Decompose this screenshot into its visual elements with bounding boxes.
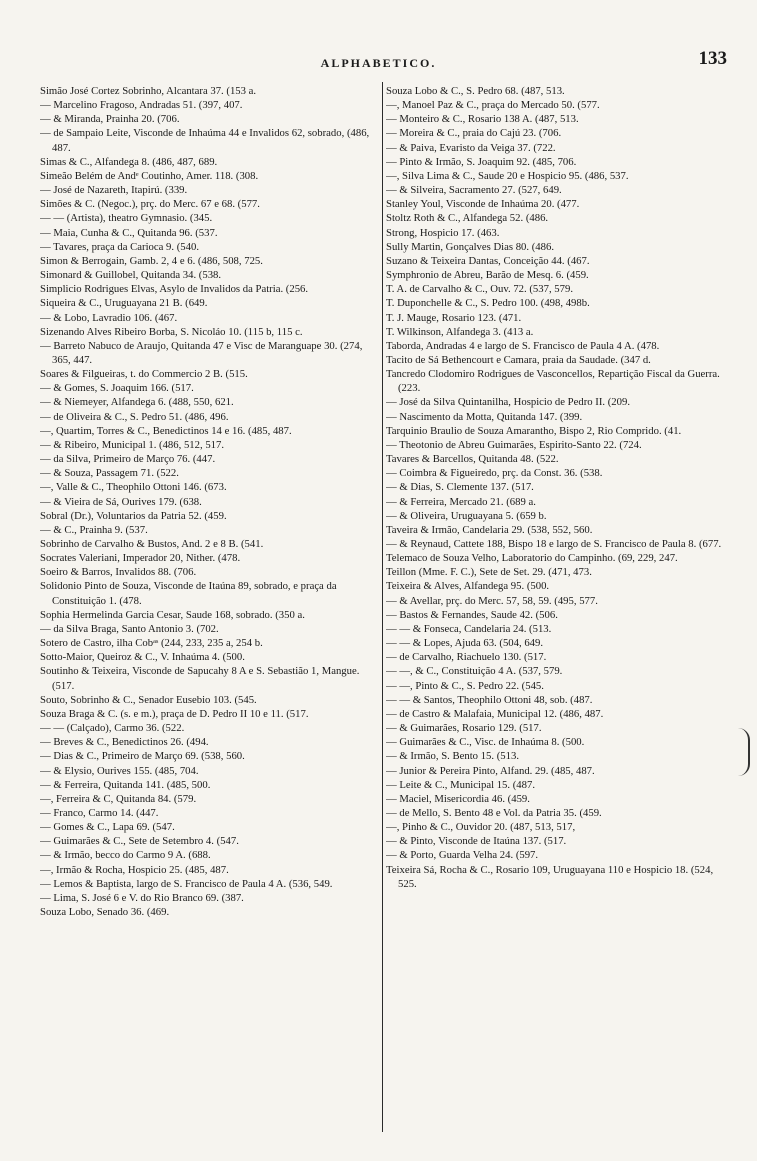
directory-entry: — Breves & C., Benedictinos 26. (494. <box>40 736 209 749</box>
directory-entry: Telemaco de Souza Velho, Laboratorio do Campinho. (69, 229, 247. <box>386 552 678 565</box>
directory-entry: — & Avellar, prç. do Merc. 57, 58, 59. (495, 577. <box>386 594 598 607</box>
directory-entry: — de Sampaio Leite, Visconde de Inhaúma 44 e Invalidos 62, sobrado, (486, 487. <box>40 127 370 154</box>
directory-entry: — Leite & C., Municipal 15. (487. <box>386 778 536 791</box>
directory-entry: Strong, Hospicio 17. (463. <box>386 226 500 239</box>
directory-entry: — & Ribeiro, Municipal 1. (486, 512, 517. <box>40 438 225 451</box>
directory-entry: — & Miranda, Prainha 20. (706. <box>40 113 180 126</box>
directory-entry: Souto, Sobrinho & C., Senador Eusebio 103. (545. <box>40 693 257 706</box>
directory-entry: —, Ferreira & C, Quitanda 84. (579. <box>40 792 197 805</box>
directory-entry: Simão José Cortez Sobrinho, Alcantara 37. (153 a. <box>40 85 257 97</box>
directory-entry: Tarquinio Braulio de Souza Amarantho, Bispo 2, Rio Comprido. (41. <box>386 424 682 437</box>
directory-entry: Simeão Belém de Andᵉ Coutinho, Amer. 118. (308. <box>40 169 259 182</box>
directory-entry: — & Pinto, Visconde de Itaúna 137. (517. <box>386 835 567 848</box>
directory-entry: — Maciel, Misericordia 46. (459. <box>386 792 530 805</box>
page-header <box>0 48 757 80</box>
directory-entry: — & Ferreira, Quitanda 141. (485, 500. <box>40 778 211 791</box>
directory-entry: Simões & C. (Negoc.), prç. do Merc. 67 e 68. (577. <box>40 198 260 211</box>
directory-entry: — Tavares, praça da Carioca 9. (540. <box>40 240 200 253</box>
page-number: 133 <box>698 48 727 69</box>
directory-entry: — Gomes & C., Lapa 69. (547. <box>40 821 175 834</box>
directory-entry: — & Elysio, Ourives 155. (485, 704. <box>40 764 199 777</box>
directory-entry: Souza Lobo & C., S. Pedro 68. (487, 513. <box>386 85 565 97</box>
directory-entry: — — & Santos, Theophilo Ottoni 48, sob. (487. <box>386 693 593 706</box>
directory-entry: — Franco, Carmo 14. (447. <box>40 806 159 819</box>
directory-entry: Soares & Filgueiras, t. do Commercio 2 B. (515. <box>40 368 248 381</box>
left-column <box>40 84 380 1150</box>
directory-entry: Simas & C., Alfandega 8. (486, 487, 689. <box>40 155 218 168</box>
directory-entry: — de Castro & Malafaia, Municipal 12. (486, 487. <box>386 707 604 720</box>
directory-entry: T. Wilkinson, Alfandega 3. (413 a. <box>386 325 534 338</box>
directory-entry: — — (Artista), theatro Gymnasio. (345. <box>40 212 213 225</box>
directory-entry: — da Silva Braga, Santo Antonio 3. (702. <box>40 622 219 635</box>
directory-entry: Simplicio Rodrigues Elvas, Asylo de Invalidos da Patria. (256. <box>40 283 309 296</box>
directory-entry: — de Carvalho, Riachuelo 130. (517. <box>386 651 547 664</box>
directory-entry: —, Valle & C., Theophilo Ottoni 146. (673. <box>40 481 227 494</box>
directory-entry: — & Oliveira, Uruguayana 5. (659 b. <box>386 509 547 522</box>
directory-entry: — Pinto & Irmão, S. Joaquim 92. (485, 706. <box>386 155 577 168</box>
directory-entry: Teixeira & Alves, Alfandega 95. (500. <box>386 580 550 593</box>
directory-entry: Sizenando Alves Ribeiro Borba, S. Nicoláo 10. (115 b, 115 c. <box>40 325 303 338</box>
directory-entry: Simonard & Guillobel, Quitanda 34. (538. <box>40 269 222 282</box>
directory-entry: — & Gomes, S. Joaquim 166. (517. <box>40 382 194 395</box>
directory-entry: — & Lobo, Lavradio 106. (467. <box>40 311 178 324</box>
directory-entry: — & Guimarães, Rosario 129. (517. <box>386 722 542 735</box>
directory-entry: — & Paiva, Evaristo da Veiga 37. (722. <box>386 141 556 154</box>
directory-entry: Taborda, Andradas 4 e largo de S. Francisco de Paula 4 A. (478. <box>386 339 660 352</box>
directory-entry: — & Irmão, becco do Carmo 9 A. (688. <box>40 849 211 862</box>
directory-entry: — & Irmão, S. Bento 15. (513. <box>386 750 519 763</box>
directory-entry: Sobral (Dr.), Voluntarios da Patria 52. (459. <box>40 509 227 522</box>
directory-entry: — & C., Prainha 9. (537. <box>40 523 148 536</box>
directory-entry: — Marcelino Fragoso, Andradas 51. (397, 407. <box>40 99 243 112</box>
directory-entry: — Junior & Pereira Pinto, Alfand. 29. (485, 487. <box>386 764 595 777</box>
directory-entry: — & Niemeyer, Alfandega 6. (488, 550, 621. <box>40 396 234 409</box>
directory-entry: — & Porto, Guarda Velha 24. (597. <box>386 849 539 862</box>
directory-entry: — & Dias, S. Clemente 137. (517. <box>386 481 534 494</box>
directory-entry: — —, Pinto & C., S. Pedro 22. (545. <box>386 679 544 692</box>
directory-entry: — Nascimento da Motta, Quitanda 147. (399. <box>386 410 583 423</box>
column-divider <box>382 82 383 1132</box>
directory-entry: — da Silva, Primeiro de Março 76. (447. <box>40 453 216 466</box>
directory-entry: Souza Lobo, Senado 36. (469. <box>40 906 170 919</box>
directory-entry: Soutinho & Teixeira, Visconde de Sapucahy 8 A e S. Sebastião 1, Mangue. (517. <box>40 665 360 692</box>
directory-entry: — Theotonio de Abreu Guimarães, Espirito-Santo 22. (724. <box>386 438 642 451</box>
directory-entry: — Dias & C., Primeiro de Março 69. (538, 560. <box>40 750 245 763</box>
directory-entry: Soeiro & Barros, Invalidos 88. (706. <box>40 566 197 579</box>
directory-entry: — —, & C., Constituição 4 A. (537, 579. <box>386 665 563 678</box>
directory-entry: — Monteiro & C., Rosario 138 A. (487, 513. <box>386 113 579 126</box>
directory-entry: — de Oliveira & C., S. Pedro 51. (486, 496. <box>40 410 229 423</box>
directory-entry: T. Duponchelle & C., S. Pedro 100. (498, 498b. <box>386 297 590 310</box>
directory-entry: Tavares & Barcellos, Quitanda 48. (522. <box>386 453 559 466</box>
directory-entry: — Maia, Cunha & C., Quitanda 96. (537. <box>40 226 218 239</box>
directory-entry: T. A. de Carvalho & C., Ouv. 72. (537, 579. <box>386 283 574 296</box>
right-column <box>386 84 731 1150</box>
directory-entry: — Guimarães & C., Sete de Setembro 4. (547. <box>40 835 239 848</box>
directory-entry: Teixeira Sá, Rocha & C., Rosario 109, Uruguayana 110 e Hospicio 18. (524, 525. <box>386 863 714 890</box>
directory-entry: Sotero de Castro, ilha Cobᵃˢ (244, 233, 235 a, 254 b. <box>40 637 263 650</box>
directory-entry: — José da Silva Quintanilha, Hospicio de Pedro II. (209. <box>386 396 630 409</box>
page-edge-mark <box>738 728 750 776</box>
directory-entry: Stoltz Roth & C., Alfandega 52. (486. <box>386 212 549 225</box>
directory-entry: — de Mello, S. Bento 48 e Vol. da Patria 35. (459. <box>386 806 602 819</box>
directory-entry: —, Pinho & C., Ouvidor 20. (487, 513, 517, <box>386 821 576 834</box>
directory-entry: Souza Braga & C. (s. e m.), praça de D. Pedro II 10 e 11. (517. <box>40 707 309 720</box>
directory-entry: Teillon (Mme. F. C.), Sete de Set. 29. (471, 473. <box>386 566 592 579</box>
directory-entry: — Lima, S. José 6 e V. do Rio Branco 69. (387. <box>40 891 244 904</box>
directory-entry: Sophia Hermelinda Garcia Cesar, Saude 168, sobrado. (350 a. <box>40 608 305 621</box>
directory-entry: — José de Nazareth, Itapirú. (339. <box>40 184 188 197</box>
directory-entry: Stanley Youl, Visconde de Inhaúma 20. (477. <box>386 198 580 211</box>
directory-entry: — Lemos & Baptista, largo de S. Francisco de Paula 4 A. (536, 549. <box>40 877 333 890</box>
directory-entry: Suzano & Teixeira Dantas, Conceição 44. (467. <box>386 254 590 267</box>
directory-entry: — & Reynaud, Cattete 188, Bispo 18 e largo de S. Francisco de Paula 8. (677. <box>386 538 722 550</box>
directory-entry: — — & Fonseca, Candelaria 24. (513. <box>386 622 552 635</box>
directory-entry: Sobrinho de Carvalho & Bustos, And. 2 e 8 B. (541. <box>40 538 264 550</box>
directory-entry: — Barreto Nabuco de Araujo, Quitanda 47 e Visc de Maranguape 30. (274, 365, 447. <box>40 339 363 366</box>
directory-entry: Simon & Berrogain, Gamb. 2, 4 e 6. (486, 508, 725. <box>40 254 263 267</box>
directory-entry: T. J. Mauge, Rosario 123. (471. <box>386 311 522 324</box>
directory-entry: — & Silveira, Sacramento 27. (527, 649. <box>386 184 562 197</box>
directory-entry: — Coimbra & Figueiredo, prç. da Const. 36. (538. <box>386 467 603 480</box>
directory-entry: Solidonio Pinto de Souza, Visconde de Itaúna 89, sobrado, e praça da Constituição 1. (478. <box>40 580 337 607</box>
directory-entry: Symphronio de Abreu, Barão de Mesq. 6. (459. <box>386 269 589 282</box>
directory-entry: — & Souza, Passagem 71. (522. <box>40 467 179 480</box>
directory-entry: Tancredo Clodomiro Rodrigues de Vasconcellos, Repartição Fiscal da Guerra. (223. <box>386 368 720 395</box>
directory-entry: — Moreira & C., praia do Cajú 23. (706. <box>386 127 562 140</box>
running-title: ALPHABETICO. <box>320 56 437 70</box>
directory-entry: —, Manoel Paz & C., praça do Mercado 50. (577. <box>386 99 600 112</box>
directory-entry: — Guimarães & C., Visc. de Inhaúma 8. (500. <box>386 736 585 749</box>
directory-entry: Tacito de Sá Bethencourt e Camara, praia da Saudade. (347 d. <box>386 353 651 366</box>
directory-entry: — Bastos & Fernandes, Saude 42. (506. <box>386 608 558 621</box>
directory-entry: Socrates Valeriani, Imperador 20, Nither. (478. <box>40 552 241 565</box>
directory-entry: Siqueira & C., Uruguayana 21 B. (649. <box>40 297 208 310</box>
directory-entry: — & Vieira de Sá, Ourives 179. (638. <box>40 495 202 508</box>
directory-entry: Sully Martin, Gonçalves Dias 80. (486. <box>386 240 555 253</box>
directory-entry: Sotto-Maior, Queiroz & C., V. Inhaúma 4. (500. <box>40 651 245 664</box>
directory-entry: —, Quartim, Torres & C., Benedictinos 14 e 16. (485, 487. <box>40 424 292 437</box>
directory-entry: — — & Lopes, Ajuda 63. (504, 649. <box>386 637 544 650</box>
directory-entry: —, Silva Lima & C., Saude 20 e Hospicio 95. (486, 537. <box>386 169 629 182</box>
directory-entry: — — (Calçado), Carmo 36. (522. <box>40 722 185 735</box>
directory-entry: —, Irmão & Rocha, Hospicio 25. (485, 487. <box>40 863 229 876</box>
directory-entry: Taveira & Irmão, Candelaria 29. (538, 552, 560. <box>386 523 593 536</box>
directory-entry: — & Ferreira, Mercado 21. (689 a. <box>386 495 536 508</box>
